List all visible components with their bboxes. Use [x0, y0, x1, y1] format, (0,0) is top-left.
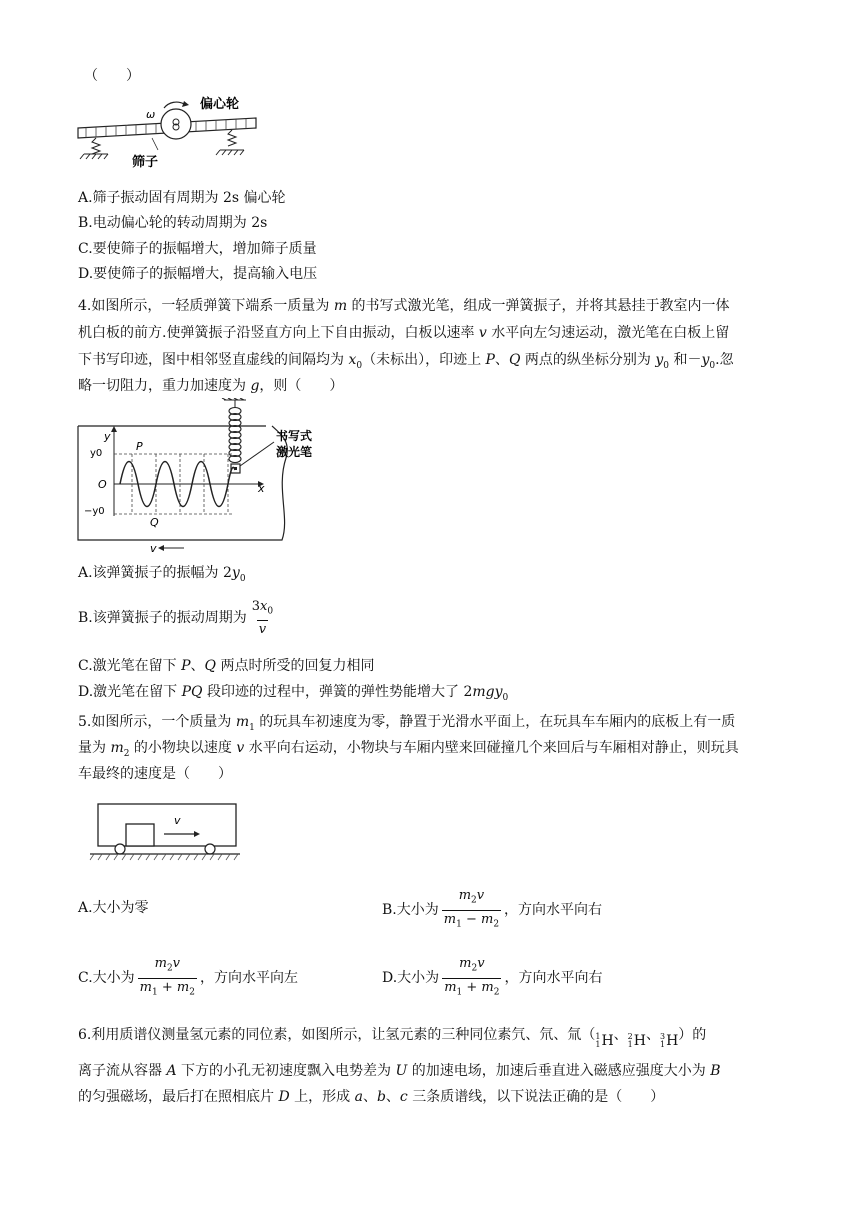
q4-line-2: 机白板的前方.使弹簧振子沿竖直方向上下自由振动，白板以速率 v 水平向左匀速运动，激光笔在白板上留 — [78, 325, 730, 341]
x-axis-label: x — [258, 482, 265, 495]
q4-line-4: 略一切阻力，重力加速度为 g，则（ ） — [78, 378, 344, 394]
q4-option-a: A.该弹簧振子的振幅为 $2y_0$ — [78, 565, 246, 584]
q5-line-1: 5.如图所示，一个质量为 $m_1$ 的玩具车初速度为零，静置于光滑水平面上，在玩具车车厢内的底板上有一质 — [78, 714, 736, 733]
pen-label-1: 书写式 — [276, 429, 313, 443]
q3-figure — [72, 96, 262, 176]
y-axis-label: y — [104, 430, 111, 443]
q4-line-1: 4.如图所示，一轻质弹簧下端系一质量为 m 的书写式激光笔，组成一弹簧振子，并将其悬挂于教室内一体 — [78, 298, 730, 314]
omega-label: ω — [146, 108, 156, 121]
q3-option-b: B.电动偏心轮的转动周期为 2s — [78, 215, 268, 231]
pen-label-2: 激光笔 — [276, 445, 313, 459]
q5-option-b: B.大小为 $\frac{m_2v}{m_1 - m_2}$ ，方向水平向右 — [382, 888, 602, 932]
q5-option-a: A.大小为零 — [78, 900, 149, 916]
q6-line-2: 离子流从容器 A 下方的小孔无初速度飘入电势差为 U 的加速电场，加速后垂直进入磁感应强度大小为 B — [78, 1063, 721, 1079]
q3-option-a: A.筛子振动固有周期为 2s 偏心轮 — [78, 190, 286, 206]
sieve-label: 筛子 — [132, 155, 159, 170]
q5-line-3: 车最终的速度是（ ） — [78, 766, 232, 782]
velocity-label: v — [174, 814, 181, 827]
origin-label: O — [98, 478, 107, 491]
q4-line-3: 下书写印迹，图中相邻竖直虚线的间隔均为 $x_0$（未标出），印迹上 P、Q 两点的纵坐标分别为 $y_0$ 和$-y_0$.忽 — [78, 352, 734, 371]
point-q-label: Q — [150, 516, 159, 529]
q5-option-c: C.大小为 $\frac{m_2v}{m_1 + m_2}$ ，方向水平向左 — [78, 956, 298, 1000]
neg-y0-label: −y0 — [84, 506, 105, 517]
q4-figure — [76, 398, 346, 558]
q3-option-c: C.要使筛子的振幅增大，增加筛子质量 — [78, 241, 317, 257]
q5-figure — [88, 798, 248, 864]
q5-line-2: 量为 $m_2$ 的小物块以速度 v 水平向右运动，小物块与车厢内壁来回碰撞几个来回后与车厢相对静止，则玩具 — [78, 740, 739, 759]
q3-paren: （ ） — [84, 68, 140, 84]
q4-option-c: C.激光笔在留下 P、Q 两点时所受的回复力相同 — [78, 658, 375, 674]
y0-label: y0 — [90, 448, 103, 459]
wheel-label: 偏心轮 — [200, 97, 240, 112]
point-p-label: P — [136, 440, 143, 453]
q6-line-3: 的匀强磁场，最后打在照相底片 D 上，形成 a、b、c 三条质谱线，以下说法正确的是（ ） — [78, 1089, 665, 1105]
q5-option-d: D.大小为 $\frac{m_2v}{m_1 + m_2}$ ，方向水平向右 — [382, 956, 602, 1000]
q4-option-b: B.该弹簧振子的振动周期为 $\frac{3x_0}{v}$ — [78, 598, 274, 638]
velocity-label: v — [150, 542, 157, 555]
q4-option-d: D.激光笔在留下 PQ 段印迹的过程中，弹簧的弹性势能增大了 2mgy$_0$ — [78, 684, 509, 703]
q6-line-1: 6.利用质谱仪测量氢元素的同位素，如图所示，让氢元素的三种同位素氕、氘、氚（ 1 1 H 、 2 1 H 、 3 1 H ）的 — [78, 1027, 707, 1049]
q3-option-d: D.要使筛子的振幅增大，提高输入电压 — [78, 266, 318, 282]
